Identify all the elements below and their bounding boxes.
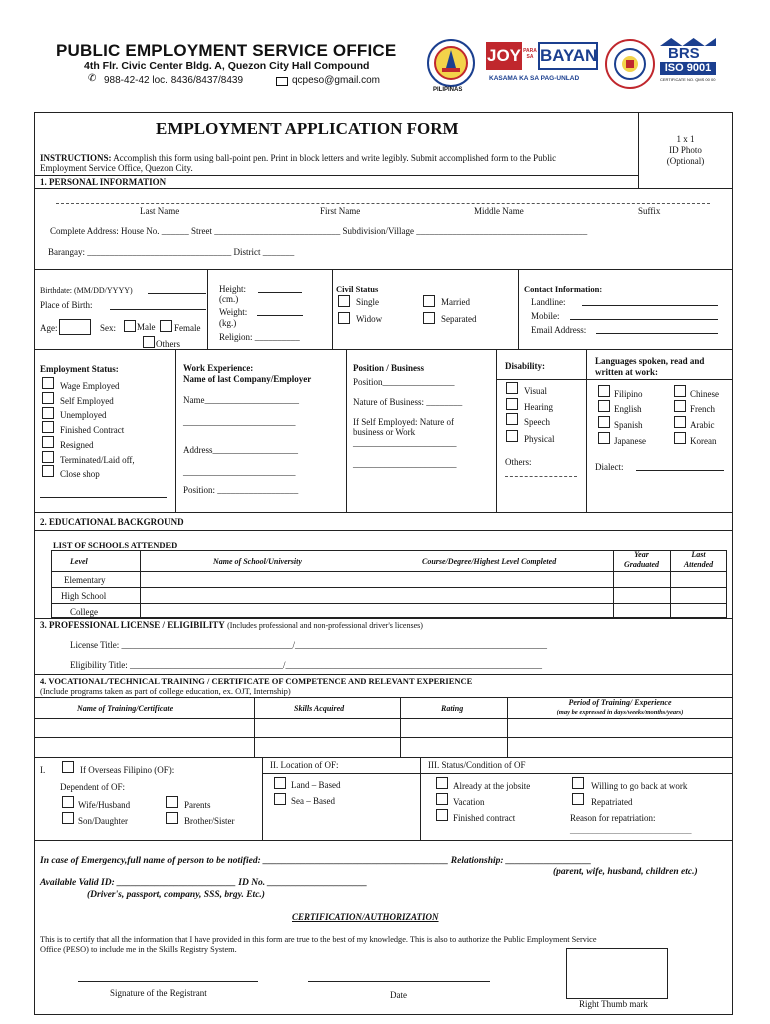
finished-contract-ofw-checkbox[interactable] bbox=[436, 809, 448, 821]
finished-contract-ofw-label: Finished contract bbox=[453, 813, 516, 823]
section-education-heading: 2. EDUCATIONAL BACKGROUND bbox=[40, 517, 184, 527]
arabic-checkbox[interactable] bbox=[674, 416, 686, 428]
resigned-checkbox[interactable] bbox=[42, 436, 54, 448]
office-phone: 988-42-42 loc. 8436/8437/8439 bbox=[104, 75, 244, 86]
willing-checkbox[interactable] bbox=[572, 777, 584, 789]
disability-label: Disability: bbox=[505, 361, 546, 371]
signature-label: Signature of the Registrant bbox=[110, 988, 207, 998]
wage-employed-label: Wage Employed bbox=[60, 381, 120, 391]
self-employed-nature-label-2: business or Work bbox=[353, 427, 416, 437]
photo-box-label: 1 x 1 ID Photo (Optional) bbox=[666, 134, 705, 166]
filipino-checkbox[interactable] bbox=[598, 385, 610, 397]
form-title: EMPLOYMENT APPLICATION FORM bbox=[156, 119, 459, 138]
wife-husband-checkbox[interactable] bbox=[62, 796, 74, 808]
religion-field[interactable]: Religion: __________ bbox=[219, 332, 300, 342]
place-of-birth-label: Place of Birth: bbox=[40, 300, 93, 310]
physical-checkbox[interactable] bbox=[506, 430, 518, 442]
certification-text-2: Office (PESO) to include me in the Skills Registry System. bbox=[40, 945, 237, 954]
phone-icon: ✆ bbox=[88, 73, 97, 84]
location-title: II. Location of OF: bbox=[270, 760, 339, 770]
position-business-label: Position / Business bbox=[353, 363, 425, 373]
dialect-field[interactable] bbox=[636, 470, 724, 471]
hearing-checkbox[interactable] bbox=[506, 398, 518, 410]
others-sex-label: Others bbox=[156, 339, 180, 349]
willing-label: Willing to go back at work bbox=[591, 781, 688, 791]
female-checkbox[interactable] bbox=[160, 320, 172, 332]
company-address-field-2[interactable]: _________________________ bbox=[183, 467, 296, 477]
signature-field[interactable] bbox=[78, 981, 258, 982]
ofw-checkbox[interactable] bbox=[62, 761, 74, 773]
office-email: qcpeso@gmail.com bbox=[292, 75, 380, 86]
visual-checkbox[interactable] bbox=[506, 382, 518, 394]
col-course: Course/Degree/Highest Level Completed bbox=[422, 557, 557, 566]
close-shop-label: Close shop bbox=[60, 469, 100, 479]
separated-checkbox[interactable] bbox=[423, 312, 435, 324]
joy-bayan-tagline: KASAMA KA SA PAG-UNLAD bbox=[489, 75, 580, 82]
company-address-field[interactable]: Address___________________ bbox=[183, 445, 298, 455]
married-label: Married bbox=[441, 297, 470, 307]
height-field[interactable] bbox=[258, 292, 302, 293]
english-label: English bbox=[614, 404, 642, 414]
mobile-field[interactable] bbox=[570, 319, 718, 320]
certification-title: CERTIFICATION/AUTHORIZATION bbox=[292, 912, 439, 922]
work-position-field[interactable]: Position: __________________ bbox=[183, 485, 299, 495]
nature-of-business-field[interactable]: Nature of Business: ________ bbox=[353, 397, 463, 407]
barangay-field[interactable]: Barangay: ________________________________ District _______ bbox=[48, 247, 295, 257]
col-period: Period of Training/ Experience (may be expressed in days/weeks/months/years) bbox=[556, 698, 684, 716]
license-title-field[interactable]: License Title: ______________________________________/________________________________________________________ bbox=[70, 640, 547, 650]
french-checkbox[interactable] bbox=[674, 400, 686, 412]
middle-name-label: Middle Name bbox=[474, 206, 524, 216]
self-employed-nature-label: If Self Employed: Nature of bbox=[353, 417, 454, 427]
col-last-attended: Last Attended bbox=[683, 550, 714, 569]
terminated-label: Terminated/Laid off, bbox=[60, 455, 135, 465]
close-shop-checkbox[interactable] bbox=[42, 465, 54, 477]
civil-status-label: Civil Status bbox=[336, 284, 379, 294]
widow-checkbox[interactable] bbox=[338, 312, 350, 324]
at-jobsite-checkbox[interactable] bbox=[436, 777, 448, 789]
col-level: Level bbox=[70, 557, 88, 566]
terminated-checkbox[interactable] bbox=[42, 451, 54, 463]
col-year: Year Graduated bbox=[623, 550, 660, 569]
dependent-label: Dependent of OF: bbox=[60, 782, 125, 792]
company-name-field-2[interactable]: _________________________ bbox=[183, 417, 296, 427]
age-label: Age: bbox=[40, 323, 58, 333]
dole-seal-logo bbox=[426, 38, 476, 88]
sea-based-checkbox[interactable] bbox=[274, 793, 286, 805]
repatriated-checkbox[interactable] bbox=[572, 793, 584, 805]
joy-bayan-logo: JOY PARA SA BAYAN bbox=[486, 42, 600, 72]
col-skills: Skills Acquired bbox=[294, 704, 345, 713]
weight-field[interactable] bbox=[257, 315, 303, 316]
speech-checkbox[interactable] bbox=[506, 413, 518, 425]
level-high-school: High School bbox=[61, 591, 107, 601]
male-label: Male bbox=[137, 322, 156, 332]
disability-others-field[interactable] bbox=[505, 476, 577, 477]
section-license-heading: 3. PROFESSIONAL LICENSE / ELIGIBILITY (Includes professional and non-professional driver's licenses) bbox=[40, 620, 423, 630]
section-personal-heading: 1. PERSONAL INFORMATION bbox=[40, 177, 167, 187]
work-experience-label: Work Experience: bbox=[183, 363, 254, 373]
employment-status-label: Employment Status: bbox=[40, 364, 119, 374]
name-field[interactable] bbox=[56, 203, 710, 204]
married-checkbox[interactable] bbox=[423, 295, 435, 307]
unemployed-checkbox[interactable] bbox=[42, 407, 54, 419]
chinese-label: Chinese bbox=[690, 389, 719, 399]
level-elementary: Elementary bbox=[64, 575, 106, 585]
date-label: Date bbox=[390, 990, 407, 1000]
korean-label: Korean bbox=[690, 436, 717, 446]
level-college: College bbox=[70, 607, 98, 617]
english-checkbox[interactable] bbox=[598, 400, 610, 412]
finished-contract-checkbox[interactable] bbox=[42, 421, 54, 433]
schools-list-title: LIST OF SCHOOLS ATTENDED bbox=[53, 540, 178, 550]
thumb-mark-box[interactable] bbox=[566, 948, 668, 999]
date-field[interactable] bbox=[308, 981, 490, 982]
japanese-checkbox[interactable] bbox=[598, 432, 610, 444]
office-title: PUBLIC EMPLOYMENT SERVICE OFFICE bbox=[56, 41, 397, 60]
suffix-label: Suffix bbox=[638, 206, 661, 216]
email-field[interactable] bbox=[596, 333, 718, 334]
land-based-checkbox[interactable] bbox=[274, 777, 286, 789]
height-label: Height: bbox=[219, 284, 246, 294]
others-sex-checkbox[interactable] bbox=[143, 336, 155, 348]
valid-id-hint: (Driver's, passport, company, SSS, brgy. Etc.) bbox=[87, 890, 265, 900]
single-checkbox[interactable] bbox=[338, 295, 350, 307]
physical-label: Physical bbox=[524, 434, 555, 444]
resigned-label: Resigned bbox=[60, 440, 94, 450]
separated-label: Separated bbox=[441, 314, 477, 324]
col-training-name: Name of Training/Certificate bbox=[77, 704, 174, 713]
dole-seal-text: PILIPINAS bbox=[433, 87, 463, 93]
ofw-roman: I. bbox=[40, 765, 46, 775]
korean-checkbox[interactable] bbox=[674, 432, 686, 444]
emergency-contact-field[interactable]: In case of Emergency,full name of person to be notified: _______________________________________ Relationship: __________________ bbox=[40, 856, 592, 866]
self-employed-label: Self Employed bbox=[60, 396, 114, 406]
status-title: III. Status/Condition of OF bbox=[428, 760, 526, 770]
unemployed-label: Unemployed bbox=[60, 410, 107, 420]
birthdate-field[interactable] bbox=[148, 293, 206, 294]
male-checkbox[interactable] bbox=[124, 320, 136, 332]
instructions-line2: Employment Service Office, Quezon City. bbox=[40, 163, 193, 173]
reason-field[interactable]: ___________________________ bbox=[570, 825, 692, 835]
wife-husband-label: Wife/Husband bbox=[78, 800, 131, 810]
age-field[interactable] bbox=[59, 319, 91, 335]
vacation-label: Vacation bbox=[453, 797, 485, 807]
instructions: INSTRUCTIONS: Accomplish this form using ball-point pen. Print in block letters and write legibly. Submit accomplished form to the Public bbox=[40, 153, 557, 163]
parents-checkbox[interactable] bbox=[166, 796, 178, 808]
landline-label: Landline: bbox=[531, 297, 566, 307]
land-based-label: Land – Based bbox=[291, 780, 341, 790]
last-company-label: Name of last Company/Employer bbox=[183, 374, 312, 384]
self-employed-nature-field-2[interactable]: _______________________ bbox=[353, 459, 457, 469]
sea-based-label: Sea – Based bbox=[291, 796, 335, 806]
weight-label: Weight: bbox=[219, 307, 248, 317]
son-daughter-checkbox[interactable] bbox=[62, 812, 74, 824]
vacation-checkbox[interactable] bbox=[436, 793, 448, 805]
thumb-mark-label: Right Thumb mark bbox=[579, 999, 648, 1009]
spanish-label: Spanish bbox=[614, 420, 643, 430]
eligibility-title-field[interactable]: Eligibility Title: __________________________________/_________________________________________________________ bbox=[70, 660, 543, 670]
disability-others-label: Others: bbox=[505, 457, 532, 467]
languages-label: Languages spoken, read and bbox=[595, 356, 705, 366]
at-jobsite-label: Already at the jobsite bbox=[453, 781, 531, 791]
repatriated-label: Repatriated bbox=[591, 797, 633, 807]
email-label: Email Address: bbox=[531, 325, 587, 335]
section-training-heading: 4. VOCATIONAL/TECHNICAL TRAINING / CERTIFICATE OF COMPETENCE AND RELEVANT EXPERIENCE bbox=[40, 676, 473, 686]
sex-label: Sex: bbox=[100, 323, 117, 333]
self-employed-checkbox[interactable] bbox=[42, 392, 54, 404]
col-school: Name of School/University bbox=[213, 557, 302, 566]
training-note: (Include programs taken as part of college education, ex. OJT, Internship) bbox=[40, 686, 291, 696]
filipino-label: Filipino bbox=[614, 389, 643, 399]
widow-label: Widow bbox=[356, 314, 383, 324]
arabic-label: Arabic bbox=[690, 420, 715, 430]
office-address: 4th Flr. Civic Center Bldg. A, Quezon City Hall Compound bbox=[84, 60, 370, 72]
place-of-birth-field[interactable] bbox=[110, 309, 206, 310]
height-unit: (cm.) bbox=[219, 294, 239, 304]
reason-label: Reason for repatriation: bbox=[570, 813, 656, 823]
first-name-label: First Name bbox=[320, 206, 361, 216]
languages-label-2: written at work: bbox=[595, 367, 658, 377]
iso-cert-logo: BRS ISO 9001 CERTIFICATE NO. QMS 00 00 bbox=[660, 38, 720, 90]
relationship-hint: (parent, wife, husband, children etc.) bbox=[553, 867, 698, 877]
contact-label: Contact Information: bbox=[524, 284, 603, 294]
position-field[interactable]: Position________________ bbox=[353, 377, 455, 387]
mobile-label: Mobile: bbox=[531, 311, 560, 321]
ofw-label: If Overseas Filipino (OF): bbox=[80, 765, 175, 775]
brother-sister-checkbox[interactable] bbox=[166, 812, 178, 824]
dialect-label: Dialect: bbox=[595, 462, 624, 472]
wage-employed-checkbox[interactable] bbox=[42, 377, 54, 389]
french-label: French bbox=[690, 404, 715, 414]
hearing-label: Hearing bbox=[524, 402, 553, 412]
visual-label: Visual bbox=[524, 386, 547, 396]
spanish-checkbox[interactable] bbox=[598, 416, 610, 428]
last-name-label: Last Name bbox=[140, 206, 180, 216]
weight-unit: (kg.) bbox=[219, 318, 237, 328]
brother-sister-label: Brother/Sister bbox=[184, 816, 235, 826]
valid-id-field[interactable]: Available Valid ID: _________________________ ID No. _____________________ bbox=[40, 878, 368, 888]
certification-text: This is to certify that all the information that I have provided in this form are true to the best of my knowledge. This is also to authorize the Public Employment Service bbox=[40, 935, 597, 944]
address-field[interactable]: Complete Address: House No. ______ Street ____________________________ Subdivision/Village ______________________________________ bbox=[50, 226, 588, 236]
finished-contract-label: Finished Contract bbox=[60, 425, 125, 435]
employment-other-field[interactable] bbox=[40, 497, 167, 498]
chinese-checkbox[interactable] bbox=[674, 385, 686, 397]
single-label: Single bbox=[356, 297, 380, 307]
birthdate-label: Birthdate: (MM/DD/YYYY) bbox=[40, 286, 133, 295]
peso-seal-logo bbox=[604, 38, 656, 90]
landline-field[interactable] bbox=[582, 305, 718, 306]
parents-label: Parents bbox=[184, 800, 211, 810]
japanese-label: Japanese bbox=[614, 436, 646, 446]
email-icon bbox=[276, 77, 288, 86]
col-rating: Rating bbox=[441, 704, 464, 713]
speech-label: Speech bbox=[524, 417, 550, 427]
son-daughter-label: Son/Daughter bbox=[78, 816, 128, 826]
company-name-field[interactable]: Name_____________________ bbox=[183, 395, 299, 405]
female-label: Female bbox=[174, 323, 201, 333]
self-employed-nature-field[interactable]: _______________________ bbox=[353, 438, 457, 448]
